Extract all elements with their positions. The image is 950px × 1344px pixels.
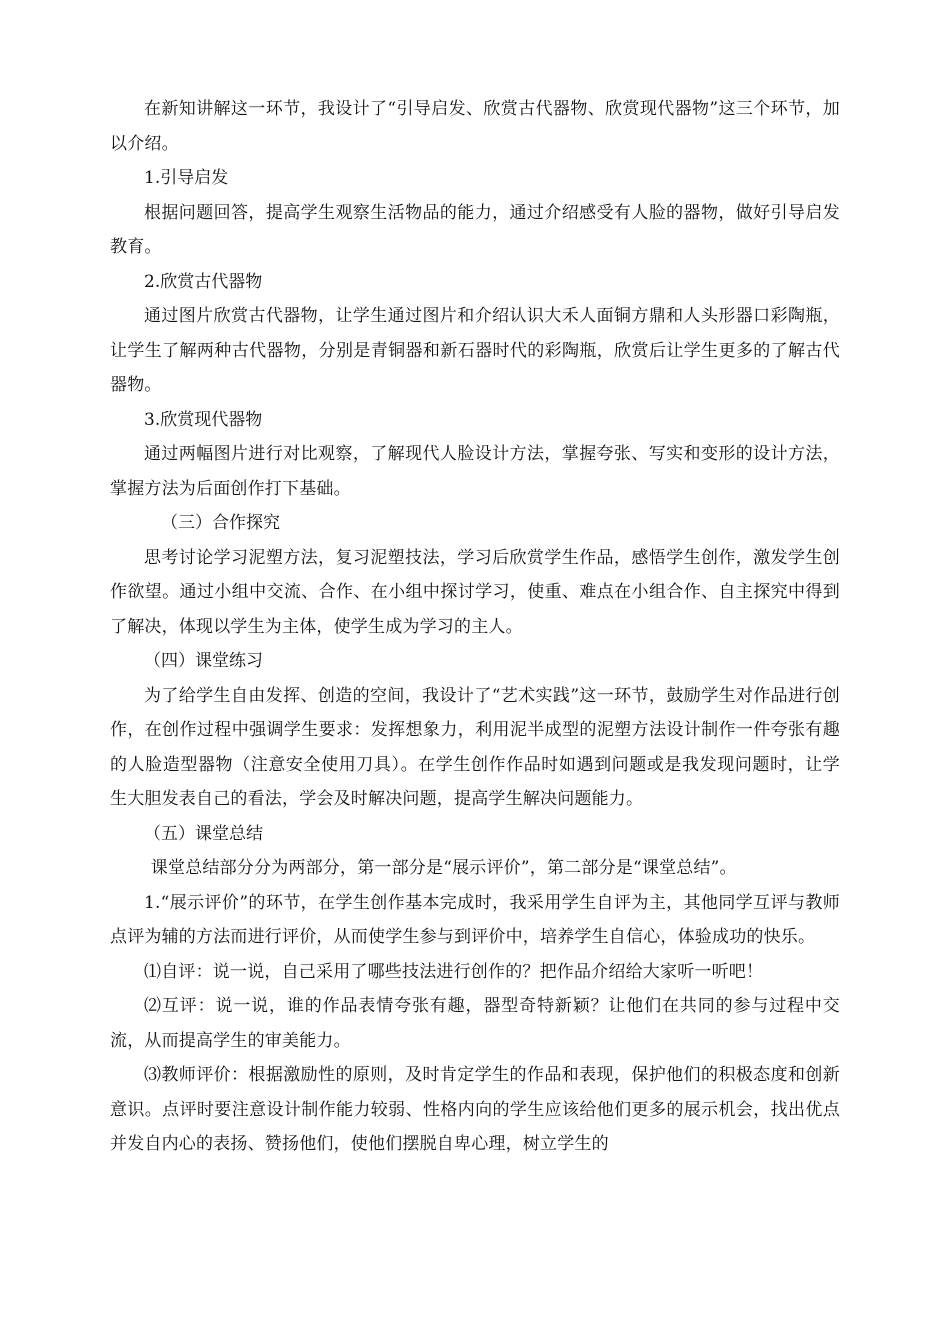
paragraph-practice: 为了给学生自由发挥、创造的空间，我设计了“艺术实践”这一环节，鼓励学生对作品进行创作，在创作过程中强调学生要求：发挥想象力，利用泥半成型的泥塑方法设计制作一件夸张有趣的人脸造型器物（注意安全使用刀具）。在学生创作作品时如遇到问题或是我发现问题时，让学生大胆发表自己的看法，学会及时解决问题，提高学生解决问题能力。	[110, 685, 840, 809]
heading-ancient: 2.欣赏古代器物	[144, 271, 263, 292]
heading-practice: （四）课堂练习	[144, 651, 263, 671]
paragraph-cooperation: 思考讨论学习泥塑方法，复习泥塑技法，学习后欣赏学生作品，感悟学生创作，激发学生创作欲望。通过小组中交流、合作、在小组中探讨学习，使重、难点在小组合作、自主探究中得到了解决，体现以学生为主体，使学生成为学习的主人。	[110, 547, 840, 637]
paragraph-evaluation: 1.“展示评价”的环节，在学生创作基本完成时，我采用学生自评为主，其他同学互评与教师点评为辅的方法而进行评价，从而使学生参与到评价中，培养学生自信心，体验成功的快乐。	[110, 892, 840, 947]
heading-guide: 1.引导启发	[144, 168, 229, 188]
paragraph-ancient: 通过图片欣赏古代器物，让学生通过图片和介绍认识大禾人面铜方鼎和人头形器口彩陶瓶，让学生了解两种古代器物，分别是青铜器和新石器时代的彩陶瓶，欣赏后让学生更多的了解古代器物。	[110, 306, 840, 395]
heading-summary: （五）课堂总结	[144, 823, 263, 844]
paragraph-intro: 在新知讲解这一环节，我设计了“引导启发、欣赏古代器物、欣赏现代器物”这三个环节，加以介绍。	[110, 99, 840, 154]
paragraph-peer-eval: ⑵互评：说一说，谁的作品表情夸张有趣，器型奇特新颖？让他们在共同的参与过程中交流，从而提高学生的审美能力。	[110, 996, 840, 1051]
document-page	[110, 92, 840, 1162]
paragraph-guide: 根据问题回答，提高学生观察生活物品的能力，通过介绍感受有人脸的器物，做好引导启发教育。	[110, 202, 840, 257]
heading-cooperation: （三）合作探究	[161, 513, 280, 533]
paragraph-teacher-eval: ⑶教师评价：根据激励性的原则，及时肯定学生的作品和表现，保护他们的积极态度和创新意识。点评时要注意设计制作能力较弱、性格内向的学生应该给他们更多的展示机会，找出优点并发自内心的表扬、赞扬他们，使他们摆脱自卑心理，树立学生的	[110, 1065, 840, 1154]
paragraph-modern: 通过两幅图片进行对比观察，了解现代人脸设计方法，掌握夸张、写实和变形的设计方法，掌握方法为后面创作打下基础。	[110, 444, 840, 499]
paragraph-self-eval: ⑴自评：说一说，自己采用了哪些技法进行创作的？把作品介绍给大家听一听吧！	[144, 961, 764, 982]
heading-modern: 3.欣赏现代器物	[144, 409, 263, 430]
paragraph-summary-intro: 课堂总结部分分为两部分，第一部分是“展示评价”，第二部分是“课堂总结”。	[150, 858, 737, 878]
